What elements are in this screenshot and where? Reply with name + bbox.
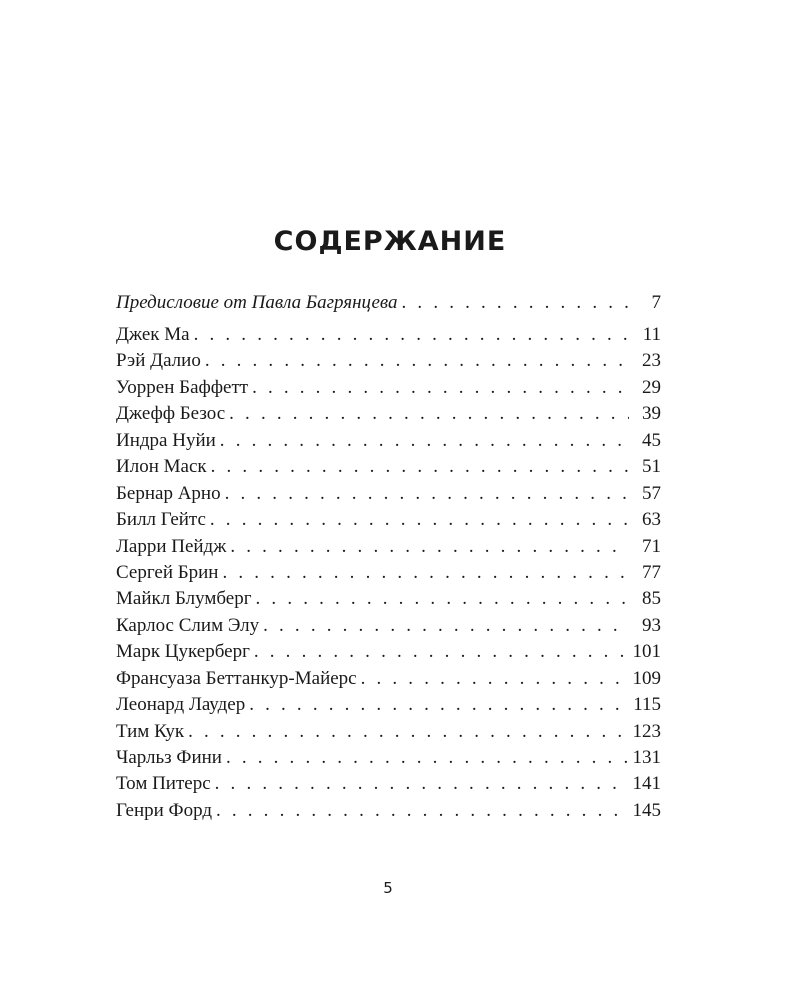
toc-entry-title: Майкл Блумберг: [116, 588, 252, 610]
dot-leader: [220, 430, 629, 452]
toc-entry: [116, 668, 661, 694]
toc-entry: [116, 588, 661, 614]
toc-entry-title: Индра Нуйи: [116, 429, 216, 451]
toc-entry: [116, 430, 661, 456]
dot-leader: [211, 456, 629, 478]
toc-entry-page: 23: [642, 350, 661, 372]
dot-leader: [210, 509, 629, 531]
toc-entry: [116, 509, 661, 535]
toc-entry: [116, 747, 661, 773]
toc-entry-page: 39: [642, 403, 661, 425]
toc-entry: [116, 694, 661, 720]
dot-leader: [216, 800, 627, 822]
toc-entry-page: 109: [632, 667, 661, 689]
dot-leader: [230, 536, 629, 558]
toc-entry-preface: [116, 292, 661, 324]
toc-entry: [116, 377, 661, 403]
toc-entry-page: 63: [642, 509, 661, 531]
toc-entry-page: 115: [633, 694, 661, 716]
table-of-contents: [116, 292, 661, 826]
toc-entry-title: Билл Гейтс: [116, 509, 206, 531]
toc-entry-page: 45: [642, 429, 661, 451]
toc-entry-page: 7: [651, 292, 661, 313]
toc-entry: [116, 324, 661, 350]
dot-leader: [205, 350, 629, 372]
toc-entry-page: 93: [642, 614, 661, 636]
toc-entry: [116, 800, 661, 826]
dot-leader: [249, 694, 627, 716]
toc-entry-page: 57: [642, 482, 661, 504]
dot-leader: [256, 588, 629, 610]
toc-entry-title: Бернар Арно: [116, 482, 221, 504]
toc-entry-title: Леонард Лаудер: [116, 694, 246, 716]
toc-entry-title: Марк Цукерберг: [116, 641, 250, 663]
dot-leader: [188, 721, 626, 743]
toc-entry-page: 131: [632, 747, 661, 768]
page-title: СОДЕРЖАНИЕ: [273, 226, 507, 257]
dot-leader: [402, 292, 629, 314]
toc-entry-title: Илон Маск: [116, 456, 207, 478]
toc-entry-title: Генри Форд: [116, 799, 212, 821]
toc-entry: [116, 721, 661, 747]
toc-entry-page: 29: [642, 376, 661, 398]
toc-entry-page: 123: [632, 720, 661, 742]
toc-entry: [116, 483, 661, 509]
dot-leader: [361, 668, 627, 690]
toc-entry: [116, 456, 661, 482]
toc-entry-page: 11: [642, 324, 661, 345]
toc-entry: [116, 615, 661, 641]
toc-entry: [116, 641, 661, 667]
dot-leader: [226, 747, 627, 769]
dot-leader: [263, 615, 629, 637]
toc-entry-title: Джек Ма: [116, 324, 190, 345]
toc-entry-page: 101: [632, 641, 661, 663]
toc-entry: [116, 350, 661, 376]
dot-leader: [194, 324, 629, 346]
toc-entry-title: Ларри Пейдж: [116, 535, 227, 557]
dot-leader: [229, 403, 629, 425]
dot-leader: [225, 483, 629, 505]
toc-entry: [116, 536, 661, 562]
toc-entry: [116, 562, 661, 588]
toc-entry-page: 77: [642, 561, 661, 583]
toc-entry-title: Уоррен Баффетт: [116, 376, 249, 398]
toc-entry-page: 141: [632, 773, 661, 795]
toc-entry-title: Предисловие от Павла Багрянцева: [116, 292, 398, 313]
toc-entry-title: Франсуаза Беттанкур-Майерс: [116, 667, 357, 689]
toc-entry: [116, 403, 661, 429]
toc-entry-title: Том Питерс: [116, 773, 211, 795]
toc-entry-title: Джефф Безос: [116, 403, 226, 425]
dot-leader: [254, 641, 627, 663]
toc-entry-title: Сергей Брин: [116, 561, 219, 583]
toc-entry-title: Карлос Слим Элу: [116, 614, 260, 636]
toc-entry-page: 71: [642, 535, 661, 557]
toc-entry-page: 145: [632, 799, 661, 821]
toc-entry-title: Чарльз Фини: [116, 747, 222, 768]
toc-entry-title: Рэй Далио: [116, 350, 201, 372]
page-number: 5: [383, 879, 393, 897]
toc-entry-page: 51: [642, 456, 661, 478]
toc-entry-page: 85: [642, 588, 661, 610]
toc-entry-title: Тим Кук: [116, 720, 185, 742]
dot-leader: [222, 562, 629, 584]
toc-entry: [116, 773, 661, 799]
dot-leader: [215, 773, 627, 795]
dot-leader: [252, 377, 629, 399]
